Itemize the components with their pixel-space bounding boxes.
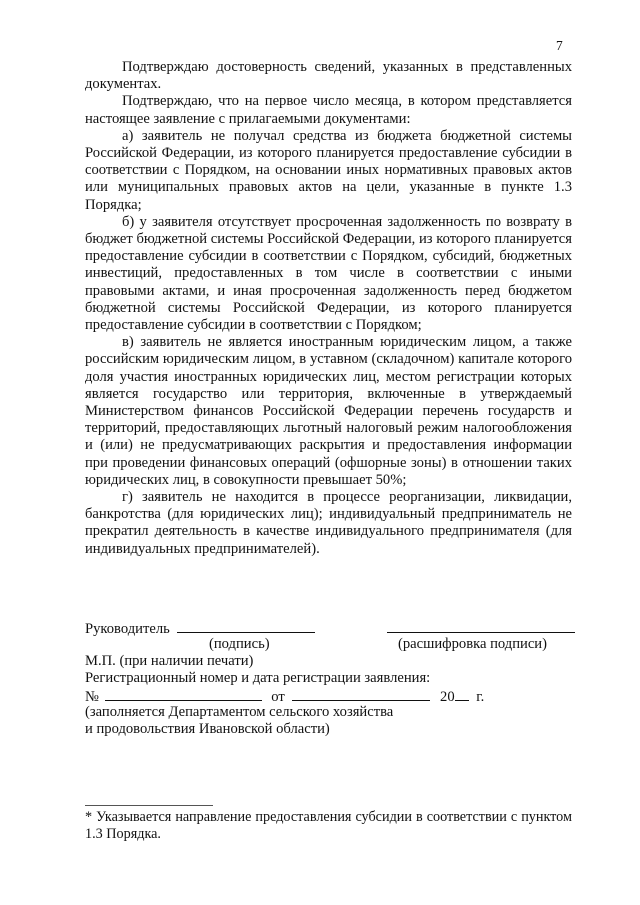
year-suffix: г. xyxy=(476,689,485,705)
footnote: * Указывается направление предоставления субсидии в соответствии с пунктом 1.3 Порядка. xyxy=(85,809,572,843)
signature-line xyxy=(177,619,315,633)
fill-note-line-1: (заполняется Департаментом сельского хозяйства xyxy=(85,704,394,720)
paragraph-item-b: б) у заявителя отсутствует просроченная задолженность по возврату в бюджет бюджетной системы Российской Федерации, из которого планируется предоставление субсидии в соответствии с Порядком, субсидий, бюджетных инвестиций, предоставленных в том числе в соответствии с иными правовыми актами, и иная просроченная задолженность перед бюджетом бюджетной системы Российской Федерации, из которого планируется предоставление субсидии в соответствии с Порядком; xyxy=(85,213,572,334)
footnote-divider xyxy=(85,805,213,806)
name-decode-line xyxy=(387,619,575,633)
number-sign: № xyxy=(85,689,99,705)
fill-note-line-2: и продовольствия Ивановской области) xyxy=(85,721,330,737)
paragraph-confirm-accuracy: Подтверждаю достоверность сведений, указанных в представленных документах. xyxy=(85,59,572,93)
paragraph-item-v: в) заявитель не является иностранным юридическим лицом, а также российским юридическим лицом, в уставном (складочном) капитале которого доля участия иностранных юридических лиц, местом регистрации которых является государство или территория, включенные в утверждаемый Министерством финансов Российской Федерации перечень государств и территорий, предоставляющих льготный налоговый режим налогообложения и (или) не предусматривающих раскрытия и предоставления информации при проведении финансовых операций (офшорные зоны) в отношении таких юридических лиц, в совокупности превышает 50%; xyxy=(85,334,572,488)
paragraph-item-a: а) заявитель не получал средства из бюджета бюджетной системы Российской Федерации, из которого планируется предоставление субсидии в соответствии с Порядком, на основании иных нормативных правовых актов или муниципальных правовых актов на цели, указанные в пункте 1.3 Порядка; xyxy=(85,127,572,213)
document-body xyxy=(85,59,572,558)
sign-caption: (подпись) xyxy=(209,636,270,652)
registration-label: Регистрационный номер и дата регистрации заявления: xyxy=(85,670,431,686)
year-line xyxy=(455,687,469,701)
registration-date-line xyxy=(292,687,430,701)
year-prefix: 20 xyxy=(440,689,455,705)
seal-note: М.П. (при наличии печати) xyxy=(85,653,254,669)
registration-number-line xyxy=(105,687,262,701)
head-label: Руководитель xyxy=(85,621,170,637)
signature-captions xyxy=(85,636,572,654)
from-word: от xyxy=(271,689,285,705)
paragraph-confirm-date: Подтверждаю, что на первое число месяца, в котором представляется настоящее заявление с прилагаемыми документами: xyxy=(85,93,572,127)
decode-caption: (расшифровка подписи) xyxy=(398,636,547,652)
paragraph-item-g: г) заявитель не находится в процессе реорганизации, ликвидации, банкротства (для юридических лиц); индивидуальный предприниматель не прекратил деятельность в качестве индивидуального предпринимателя (для индивидуальных предпринимателей). xyxy=(85,489,572,557)
page-number: 7 xyxy=(556,38,563,53)
